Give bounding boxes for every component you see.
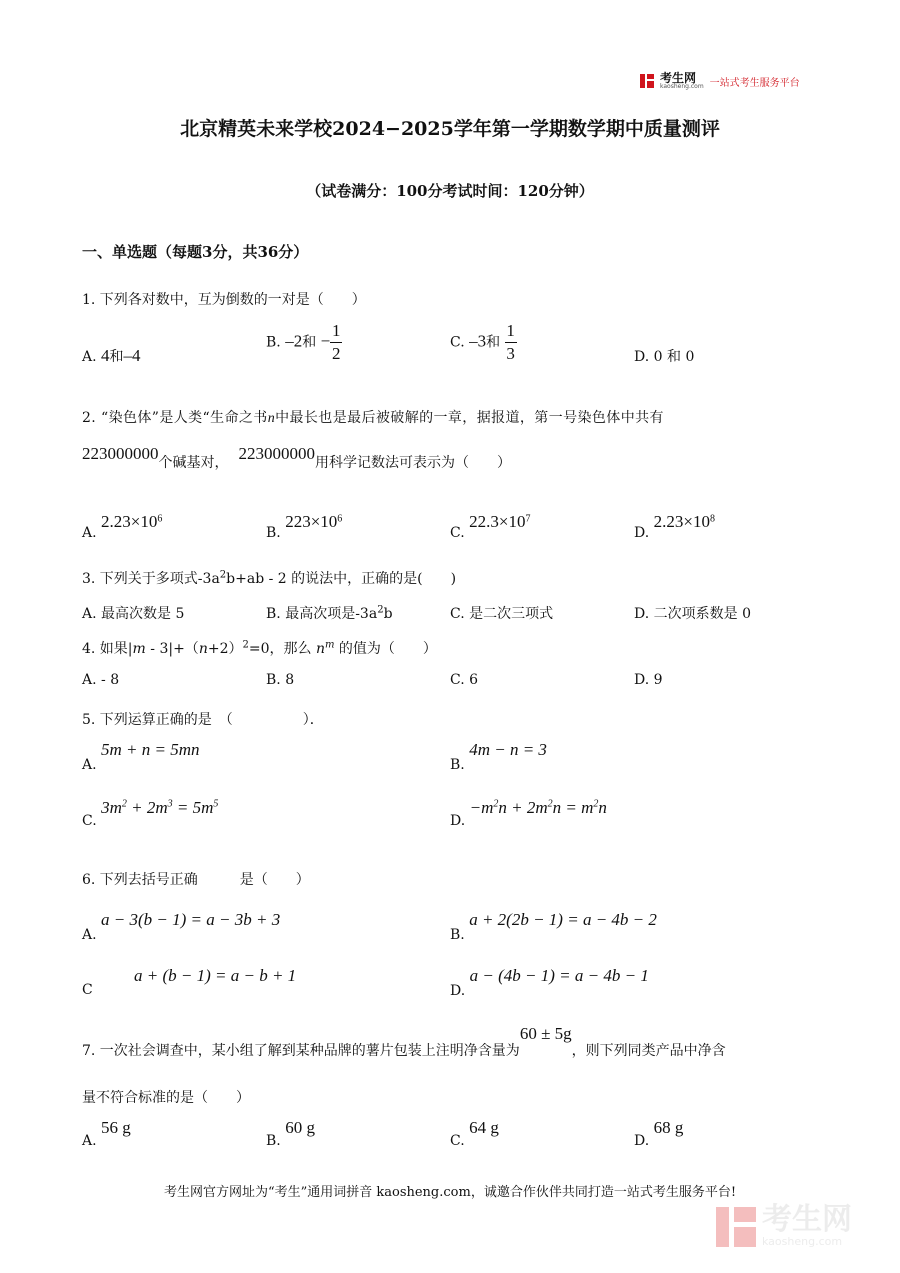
question-1-option-d: D. 0 和 0 bbox=[634, 349, 695, 365]
section-heading: 一、单选题（每题3分，共36分） bbox=[82, 243, 309, 261]
question-2-option-a: A. $2.23\times 10^6$ bbox=[82, 512, 163, 541]
question-4-option-d: D. 9 bbox=[634, 672, 663, 688]
question-7-option-a: A. 56 g bbox=[82, 1118, 131, 1149]
brand-slogan: 一站式考生服务平台 bbox=[709, 77, 800, 89]
question-1-option-c: C. –3和 $\frac{1}{3}$ bbox=[450, 321, 515, 363]
brand-wordmark: 考生网 kaosheng.com bbox=[660, 71, 704, 90]
question-3-option-a: A. 最高次数是 5 bbox=[82, 606, 185, 622]
question-2-option-d: D. $2.23\times 10^8$ bbox=[634, 512, 715, 541]
question-2-option-c: C. $22.3\times 10^7$ bbox=[450, 512, 531, 541]
watermark-wordmark: 考生网 kaosheng.com bbox=[762, 1202, 852, 1248]
page-title: 北京精英未来学校2024−2025学年第一学期数学期中质量测评 bbox=[180, 118, 720, 140]
question-5-option-c: C. $3m^2 + 2m^3 = 5m^5$ bbox=[82, 798, 219, 829]
question-3-option-b: B. 最高次项是$-3a^2b$ bbox=[266, 604, 393, 622]
question-1-stem: 1. 下列各对数中，互为倒数的一对是（ ） bbox=[82, 292, 366, 308]
footer-note: 考生网官方网址为“考生”通用词拼音 kaosheng.com，诚邀合作伙伴共同打造一站式考生服务平台! bbox=[163, 1185, 737, 1200]
question-1-option-a: A. 4和–4 bbox=[82, 346, 141, 365]
question-2-stem-line2: 223000000个碱基对， 223000000用科学记数法可表示为（ ） bbox=[82, 444, 511, 471]
header-logo bbox=[640, 72, 800, 90]
question-4-option-c: C. 6 bbox=[450, 672, 479, 688]
question-4-option-a: A. - 8 bbox=[82, 672, 120, 688]
question-6-option-b: B. a + 2(2b − 1) = a − 4b − 2 bbox=[450, 910, 657, 943]
question-3-stem: 3. 下列关于多项式$-3a^2b+ab - 2$ 的说法中，正确的是( ) bbox=[82, 569, 457, 587]
question-5-stem: 5. 下列运算正确的是 （ ）． bbox=[82, 712, 324, 728]
question-3-option-c: C. 是二次三项式 bbox=[450, 606, 554, 622]
question-7-stem: 7. 一次社会调查中，某小组了解到某种品牌的薯片包装上注明净含量为60 ± 5g，则下列同类产品中净含 bbox=[82, 1024, 726, 1059]
question-1-option-b: B. –2和 − $\frac{1}{2}$ bbox=[266, 321, 341, 363]
question-7-option-c: C. 64 g bbox=[450, 1118, 499, 1149]
question-2-stem: 2. “染色体”是人类“生命之书n中最长也是最后被破解的一章，据报道，第一号染色体中共有 bbox=[82, 410, 664, 426]
brand-logo-icon bbox=[640, 74, 654, 88]
question-7-option-d: D. 68 g bbox=[634, 1118, 684, 1149]
question-6-option-a: A. a − 3(b − 1) = a − 3b + 3 bbox=[82, 910, 281, 943]
question-5-option-a: A. 5m + n = 5mn bbox=[82, 740, 200, 773]
exam-info: （试卷满分：100分考试时间：120分钟） bbox=[306, 182, 594, 200]
question-6-option-c: a + (b − 1) = a − b + 1 bbox=[134, 966, 297, 985]
question-3-option-d: D. 二次项系数是 0 bbox=[634, 606, 751, 622]
question-2-option-b: B. $223\times 10^6$ bbox=[266, 512, 343, 541]
question-6-option-c-label: C bbox=[82, 982, 93, 998]
question-7-option-b: B. 60 g bbox=[266, 1118, 315, 1149]
question-6-option-d: D. a − (4b − 1) = a − 4b − 1 bbox=[450, 966, 649, 999]
watermark-logo-icon bbox=[716, 1207, 756, 1247]
question-4-stem: 4. 如果$|m - 3|+(n+2)^2=0$，那么 $n^m$ 的值为（ ） bbox=[82, 639, 437, 657]
question-4-option-b: B. 8 bbox=[266, 672, 295, 688]
question-7-stem-line2: 量不符合标准的是（ ） bbox=[82, 1090, 250, 1106]
watermark bbox=[716, 1202, 852, 1248]
question-5-option-d: D. $-m^2n + 2m^2n = m^2n$ bbox=[450, 798, 607, 829]
question-6-stem: 6. 下列去括号正确 是（ ） bbox=[82, 872, 310, 888]
question-5-option-b: B. 4m − n = 3 bbox=[450, 740, 547, 773]
